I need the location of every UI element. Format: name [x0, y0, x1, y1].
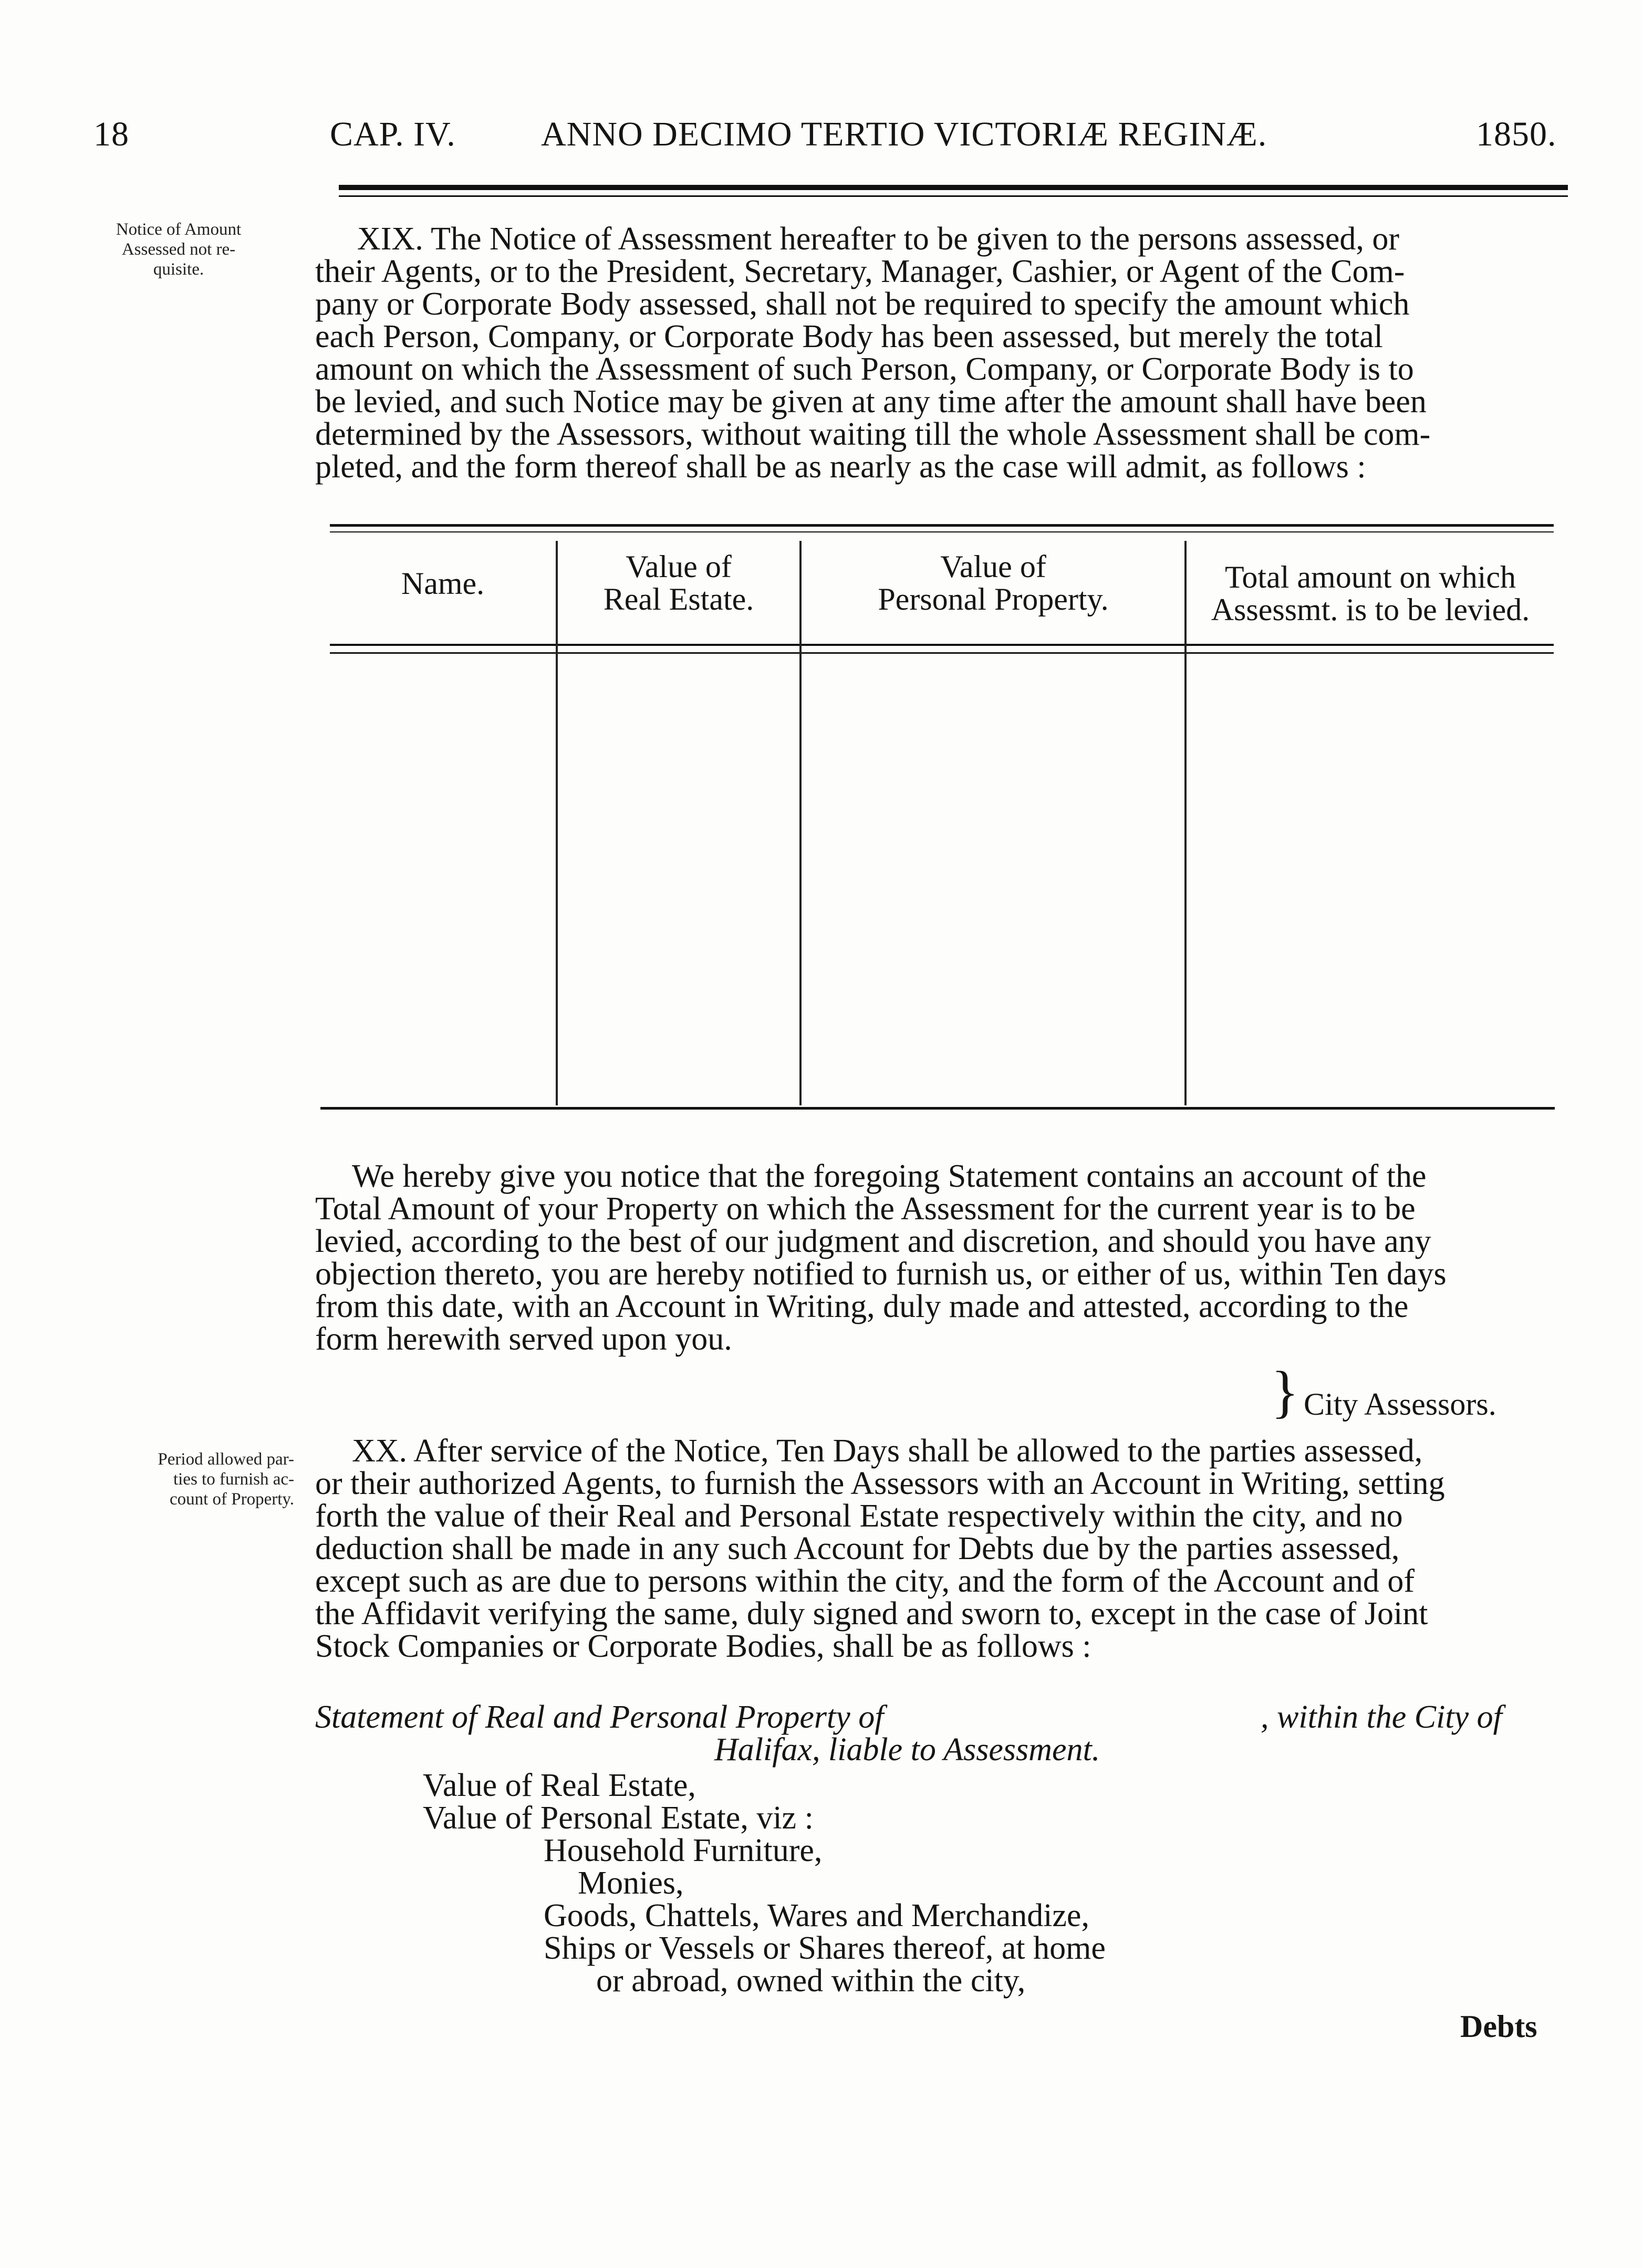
- statement-item: Monies,: [578, 1865, 684, 1901]
- margin-note-xix: Notice of Amount Assessed not re- quisite.: [116, 220, 242, 279]
- table-top-rule: [330, 524, 1554, 527]
- page-number: 18: [93, 115, 129, 153]
- table-header-rule-second: [330, 652, 1554, 654]
- header-rule-thick: [339, 185, 1568, 190]
- xx-line: or their authorized Agents, to furnish the Assessors with an Account in Writing, setting: [315, 1466, 1445, 1501]
- table-header-rule: [330, 644, 1554, 646]
- notice-line: objection thereto, you are hereby notified to furnish us, or either of us, within Ten days: [315, 1256, 1447, 1292]
- notice-line: form herewith served upon you.: [315, 1321, 732, 1357]
- xx-line: except such as are due to persons within the city, and the form of the Account and of: [315, 1563, 1415, 1599]
- statement-item: or abroad, owned within the city,: [596, 1963, 1026, 1999]
- xix-line: their Agents, or to the President, Secretary, Manager, Cashier, or Agent of the Com-: [315, 254, 1405, 289]
- xx-line: deduction shall be made in any such Account for Debts due by the parties assessed,: [315, 1531, 1400, 1566]
- xx-line: forth the value of their Real and Personal Estate respectively within the city, and no: [315, 1498, 1403, 1534]
- column-header-real-estate: Value of Real Estate.: [603, 549, 754, 616]
- table-top-rule-thin: [330, 531, 1554, 532]
- column-header-personal-property: Value of Personal Property.: [878, 549, 1109, 616]
- notice-line: from this date, with an Account in Writing, duly made and attested, according to the: [315, 1289, 1409, 1324]
- signature-city-assessors: City Assessors.: [1304, 1387, 1496, 1422]
- notice-line: Total Amount of your Property on which the Assessment for the current year is to be: [315, 1191, 1416, 1227]
- xix-line: XIX. The Notice of Assessment hereafter to be given to the persons assessed, or: [357, 221, 1400, 257]
- statement-title-second-line: Halifax, liable to Assessment.: [714, 1732, 1100, 1768]
- chapter-label: CAP. IV.: [330, 115, 456, 153]
- margin-note-xx: Period allowed par- ties to furnish ac- count of Property.: [158, 1450, 294, 1509]
- xix-line: amount on which the Assessment of such Person, Company, or Corporate Body is to: [315, 351, 1414, 387]
- running-title: ANNO DECIMO TERTIO VICTORIÆ REGINÆ.: [541, 115, 1267, 153]
- column-header-total-amount: Total amount on which Assessmt. is to be levied.: [1211, 560, 1530, 627]
- header-year: 1850.: [1476, 115, 1557, 153]
- table-bottom-rule: [320, 1107, 1555, 1110]
- xx-line: XX. After service of the Notice, Ten Days shall be allowed to the parties assessed,: [352, 1433, 1423, 1469]
- header-rule-thin: [339, 195, 1568, 197]
- statement-item: Goods, Chattels, Wares and Merchandize,: [544, 1898, 1089, 1933]
- xix-line: pany or Corporate Body assessed, shall not be required to specify the amount which: [315, 286, 1410, 322]
- xix-line: determined by the Assessors, without waiting till the whole Assessment shall be com-: [315, 416, 1431, 452]
- brace-glyph: }: [1271, 1360, 1299, 1424]
- xix-line: each Person, Company, or Corporate Body has been assessed, but merely the total: [315, 319, 1383, 354]
- statement-title-end: , within the City of: [1261, 1699, 1502, 1735]
- catchword: Debts: [1460, 2009, 1537, 2044]
- xix-line: pleted, and the form thereof shall be as nearly as the case will admit, as follows :: [315, 449, 1366, 485]
- xix-line: be levied, and such Notice may be given at any time after the amount shall have been: [315, 384, 1427, 420]
- table-column-divider: [799, 541, 802, 1105]
- statement-item: Ships or Vessels or Shares thereof, at home: [544, 1930, 1106, 1966]
- xx-line: Stock Companies or Corporate Bodies, shall be as follows :: [315, 1628, 1091, 1664]
- statement-title-start: Statement of Real and Personal Property of: [315, 1699, 884, 1735]
- statement-item: Value of Real Estate,: [423, 1768, 696, 1803]
- notice-line: levied, according to the best of our judgment and discretion, and should you have any: [315, 1224, 1431, 1259]
- xx-line: the Affidavit verifying the same, duly signed and sworn to, except in the case of Joint: [315, 1596, 1428, 1632]
- notice-line: We hereby give you notice that the foregoing Statement contains an account of the: [352, 1158, 1427, 1194]
- table-column-divider: [556, 541, 558, 1105]
- statement-item: Household Furniture,: [544, 1833, 823, 1868]
- statement-item: Value of Personal Estate, viz :: [423, 1800, 814, 1836]
- column-header-name: Name.: [401, 566, 485, 601]
